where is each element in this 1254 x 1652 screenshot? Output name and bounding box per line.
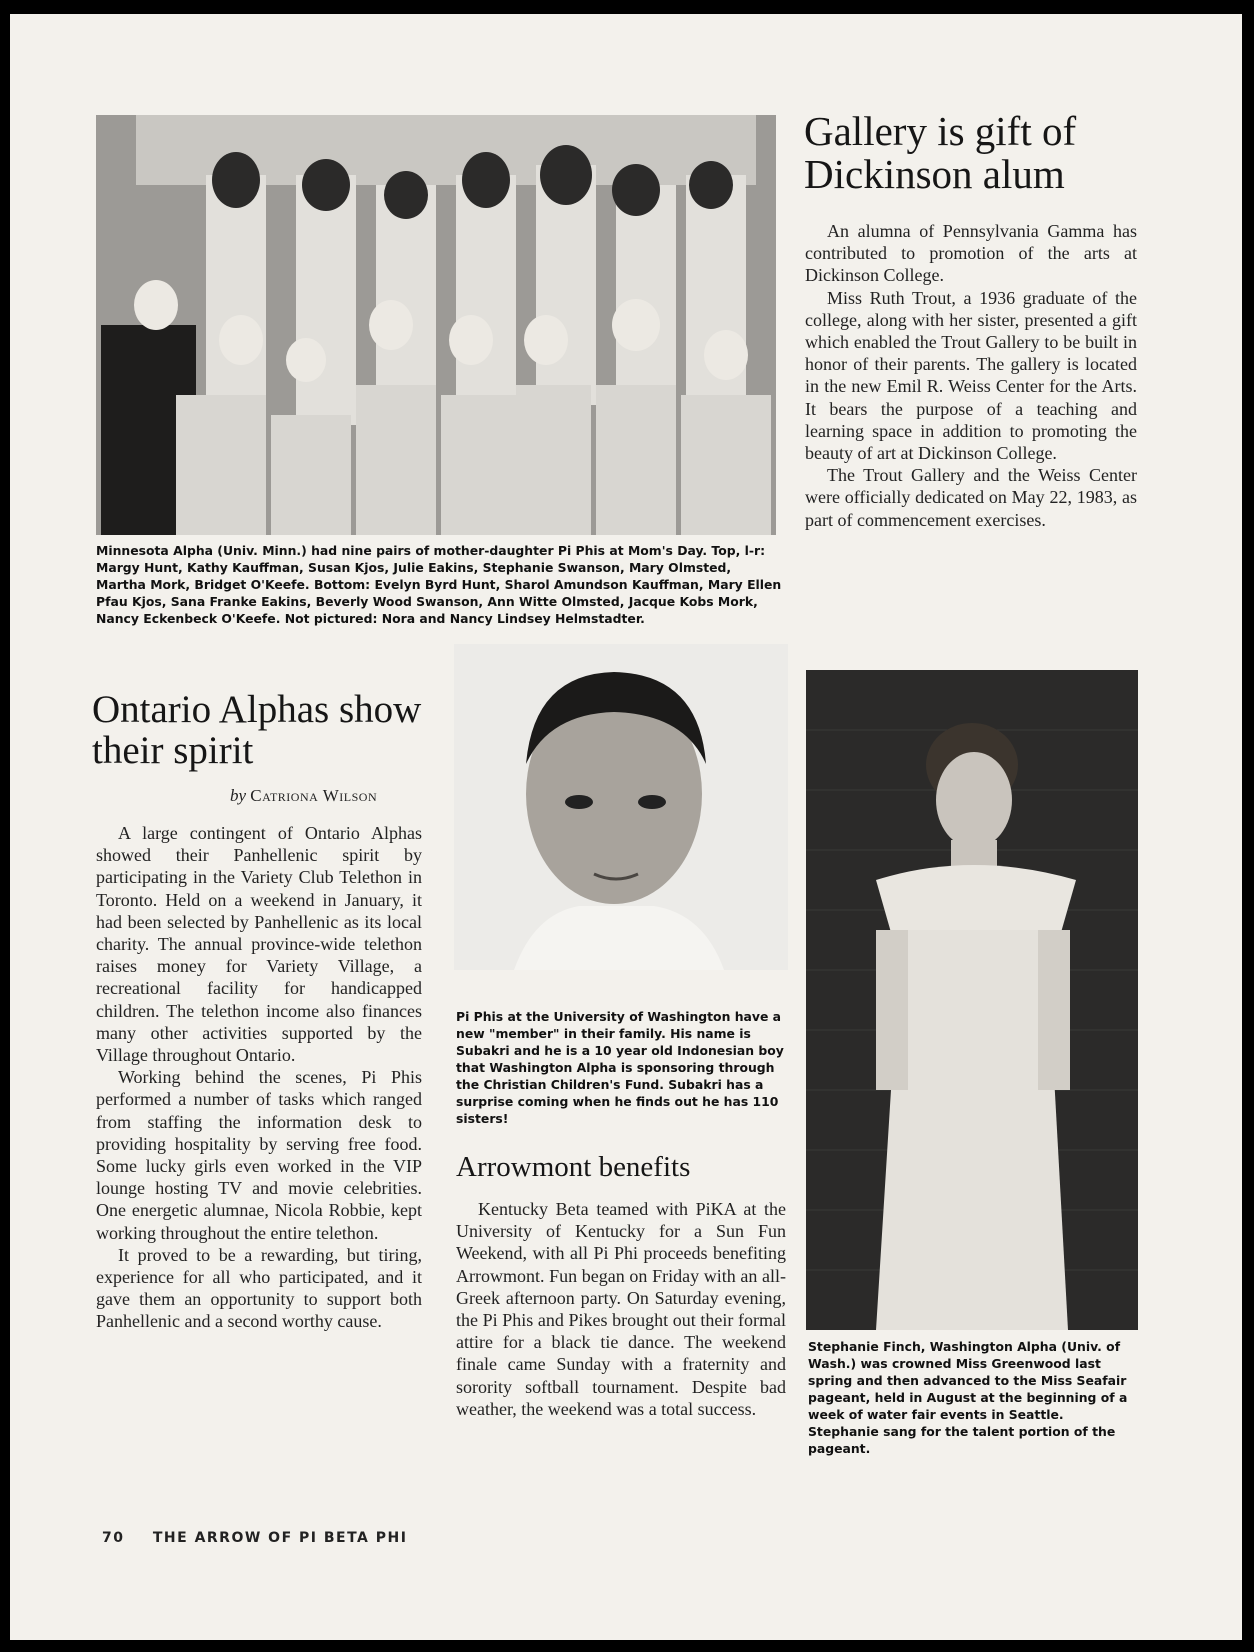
stephanie-photo-caption: Stephanie Finch, Washington Alpha (Univ. of Wash.) was crowned Miss Greenwood last spring and then advanced to the Miss Seafair pageant, held in August at the beginning of a week of water fair events in Seattle. Stephanie sang for the talent portion of the pageant. [808,1339,1128,1456]
page-number: 70 [102,1530,125,1546]
group-photo-illustration [96,115,776,535]
publication-title: THE ARROW OF PI BETA PHI [152,1530,408,1546]
gallery-article-body [805,220,1137,531]
stephanie-portrait-illustration [806,670,1138,1330]
gallery-paragraph: Miss Ruth Trout, a 1936 graduate of the college, along with her sister, presented a gift which enabled the Trout Gallery to be built in honor of their parents. The gallery is located in the new Emil R. Weiss Center for the Arts. It bears the purpose of a teaching and learning space in addition to promoting the beauty of art at Dickinson College. [805,287,1137,464]
ontario-article-body [96,822,422,1333]
ontario-paragraph: It proved to be a rewarding, but tiring, experience for all who participated, and it gave them an opportunity to support both Panhellenic and a second worthy cause. [96,1244,422,1332]
boy-portrait-photo [454,644,788,970]
gallery-paragraph: An alumna of Pennsylvania Gamma has contributed to promotion of the arts at Dickinson College. [805,221,1137,286]
boy-photo-caption: Pi Phis at the University of Washington have a new "member" in their family. His name is Subakri and he is a 10 year old Indonesian boy that Washington Alpha is sponsoring through the Christian Children's Fund. Subakri has a surprise coming when he finds out he has 110 sisters! [456,1009,784,1126]
arrowmont-headline: Arrowmont benefits [456,1151,691,1183]
group-photo [96,115,776,535]
ontario-byline [230,786,440,806]
page-footer [102,1530,407,1546]
gallery-paragraph: The Trout Gallery and the Weiss Center were officially dedicated on May 22, 1983, as part of commencement exercises. [805,465,1137,530]
gallery-headline: Gallery is gift of Dickinson alum [804,108,1077,198]
magazine-page [10,14,1242,1640]
ontario-paragraph: A large contingent of Ontario Alphas showed their Panhellenic spirit by participating in the Variety Club Telethon in Toronto. Held on a weekend in January, it had been selected by Panhellenic as its local charity. The annual province-wide telethon raises money for Variety Village, a recreational facility for handicapped children. The telethon income also finances many other activities supported by the Village throughout Ontario. [96,823,422,1066]
group-photo-caption: Minnesota Alpha (Univ. Minn.) had nine pairs of mother-daughter Pi Phis at Mom's Day. Top, l-r: Margy Hunt, Kathy Kauffman, Susan Kjos, Julie Eakins, Stephanie Swanson, Mary Olmsted, Martha Mork, Bridget O'Keefe. Bottom: Evelyn Byrd Hunt, Sharol Amundson Kauffman, Mary Ellen Pfau Kjos, Sana Franke Eakins, Beverly Wood Swanson, Ann Witte Olmsted, Jacque Kobs Mork, Nancy Eckenbeck O'Keefe. Not pictured: Nora and Nancy Lindsey Helmstadter. [96,543,782,626]
ontario-paragraph: Working behind the scenes, Pi Phis performed a number of tasks which ranged from staffing the information desk to providing hospitality by serving free food. Some lucky girls even worked in the VIP lounge hosting TV and movie celebrities. One energetic alumnae, Nicola Robbie, kept working throughout the entire telethon. [96,1067,422,1243]
byline-author: Catriona Wilson [250,786,378,805]
ontario-headline: Ontario Alphas show their spirit [92,688,422,772]
byline-prefix: by [230,786,247,805]
boy-portrait-illustration [454,644,788,970]
stephanie-portrait-photo [806,670,1138,1330]
arrowmont-article-body [456,1198,786,1420]
arrowmont-paragraph: Kentucky Beta teamed with PiKA at the University of Kentucky for a Sun Fun Weekend, with all Pi Phi proceeds benefiting Arrowmont. Fun began on Friday with an all-Greek afternoon party. On Saturday evening, the Pi Phis and Pikes brought out their formal attire for a black tie dance. The weekend finale came Sunday with a fraternity and sorority softball tournament. Despite bad weather, the weekend was a total success. [456,1199,786,1419]
